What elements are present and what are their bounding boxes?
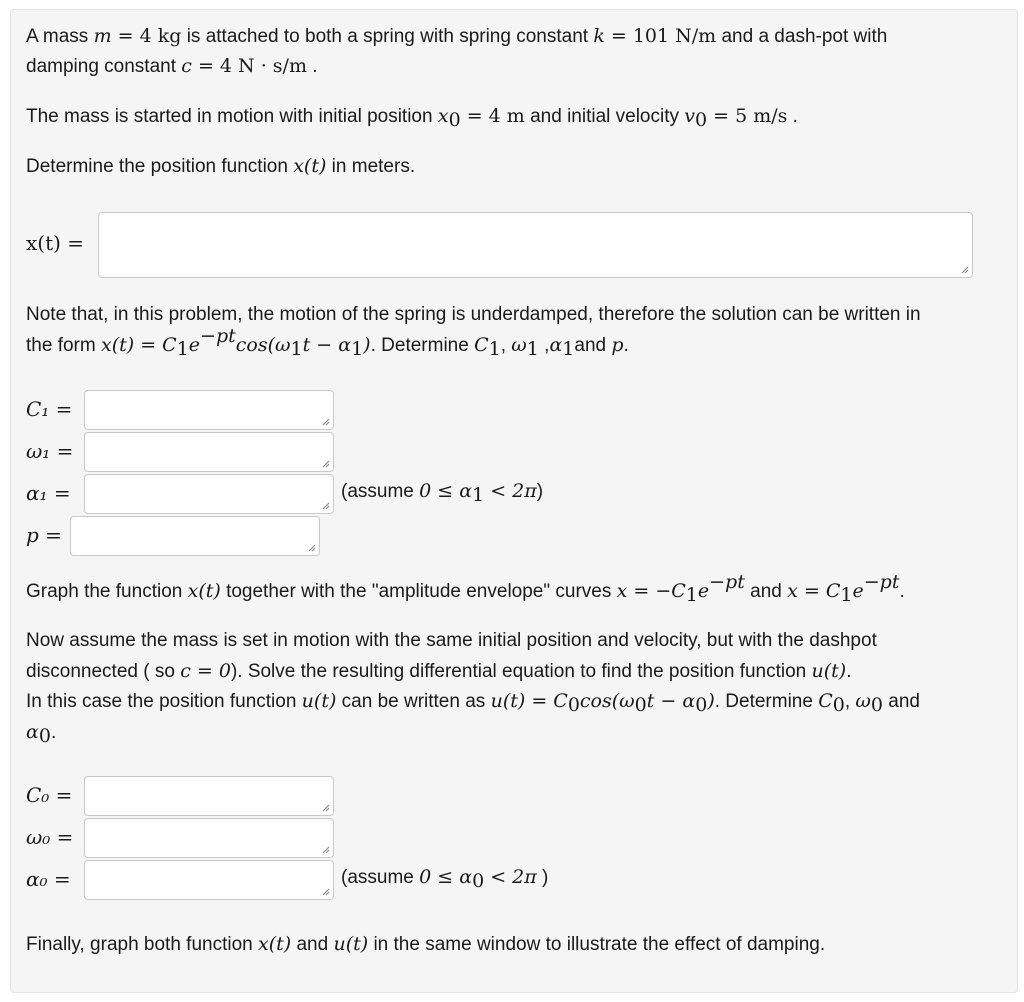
alpha1-assumption: (assume $0 \le \alpha_1 < 2\pi$) bbox=[341, 480, 544, 506]
p-label: p = bbox=[26, 523, 62, 547]
alpha0-input[interactable] bbox=[84, 860, 334, 900]
omega0-input[interactable] bbox=[84, 818, 334, 858]
resize-handle-icon[interactable] bbox=[320, 458, 330, 468]
resize-handle-icon[interactable] bbox=[320, 886, 330, 896]
underdamped-note-line-2: the form $x(t) = C_1e^{-pt}\cos(\omega_1t - \alpha_1)$. Determine $C_1$, $\omega_1$ $,\alpha_1and$ p. bbox=[26, 325, 629, 360]
determine-position-text: Determine the position function x(t) in meters. bbox=[26, 155, 416, 177]
undamped-text-line-1: Now assume the mass is set in motion with the same initial position and velocity, but with the dashpot bbox=[26, 630, 877, 651]
c0-label: C₀ = bbox=[26, 783, 73, 807]
c1-input[interactable] bbox=[84, 390, 334, 430]
xt-input[interactable] bbox=[98, 212, 973, 278]
initial-conditions-text: The mass is started in motion with initial position $x_0 = 4$ m and initial velocity $v_0 = 5$ m/s . bbox=[26, 105, 798, 131]
undamped-text-line-3: In this case the position function u(t) can be written as $u(t) = C_0\cos(\omega_0t - \alpha_0)$. Determine $C_0$, $\omega_0$ and bbox=[26, 690, 920, 716]
alpha1-label: α₁ = bbox=[26, 481, 71, 505]
xt-label: x(t) = bbox=[26, 231, 85, 255]
alpha0-label: α₀ = bbox=[26, 867, 71, 891]
graph-envelope-text: Graph the function x(t) together with the "amplitude envelope" curves $x = -C_1e^{-pt}$ and $x = C_1e^{-pt}$. bbox=[26, 571, 905, 606]
resize-handle-icon[interactable] bbox=[320, 802, 330, 812]
resize-handle-icon[interactable] bbox=[320, 500, 330, 510]
resize-handle-icon[interactable] bbox=[959, 264, 969, 274]
undamped-text-line-4: $\alpha_0$. bbox=[26, 721, 57, 747]
underdamped-note-line-1: Note that, in this problem, the motion of the spring is underdamped, therefore the solution can be written in bbox=[26, 304, 921, 325]
resize-handle-icon[interactable] bbox=[320, 844, 330, 854]
alpha1-input[interactable] bbox=[84, 474, 334, 514]
c0-input[interactable] bbox=[84, 776, 334, 816]
omega1-input[interactable] bbox=[84, 432, 334, 472]
resize-handle-icon[interactable] bbox=[320, 416, 330, 426]
alpha0-assumption: (assume $0 \le \alpha_0 < 2\pi$ ) bbox=[341, 866, 549, 892]
resize-handle-icon[interactable] bbox=[306, 542, 316, 552]
omega1-label: ω₁ = bbox=[26, 439, 74, 463]
omega0-label: ω₀ = bbox=[26, 825, 74, 849]
final-graph-instruction: Finally, graph both function x(t) and u(t) in the same window to illustrate the effect of damping. bbox=[26, 933, 826, 955]
c1-label: C₁ = bbox=[26, 397, 73, 421]
undamped-text-line-2: disconnected ( so c = 0). Solve the resulting differential equation to find the position function u(t). bbox=[26, 660, 852, 682]
problem-statement-line-1: A mass m = 4 kg is attached to both a spring with spring constant k = 101 N/m and a dash-pot with bbox=[26, 25, 888, 47]
p-input[interactable] bbox=[70, 516, 320, 556]
problem-statement-line-2: damping constant c = 4 N · s/m . bbox=[26, 55, 318, 77]
